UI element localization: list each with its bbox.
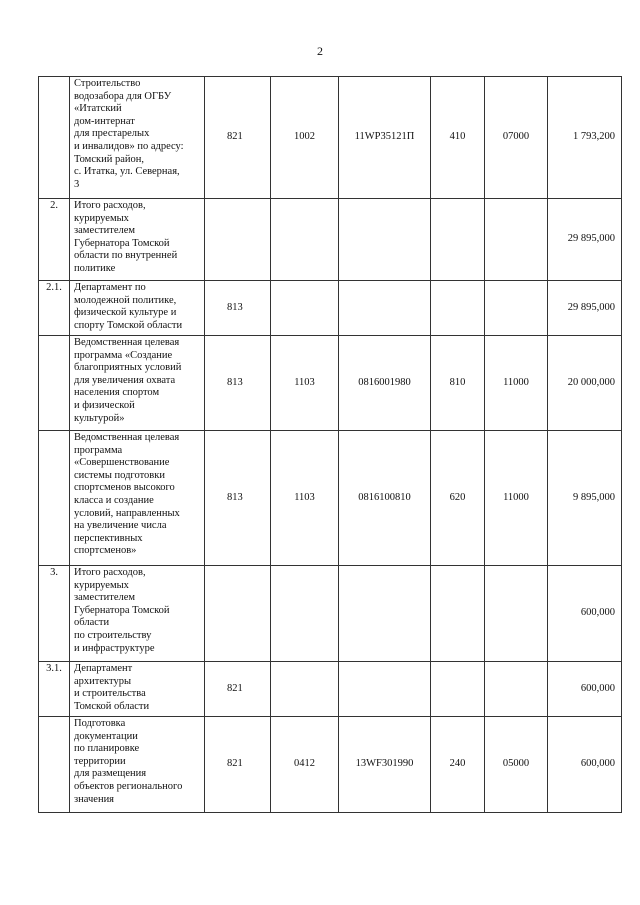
- admin-code-cell: 813: [205, 281, 271, 336]
- section-code-cell: [271, 662, 339, 717]
- target-item-cell: [339, 662, 431, 717]
- row-number-cell: [39, 77, 70, 199]
- admin-code-cell: 813: [205, 431, 271, 566]
- kosgu-code-cell: [485, 281, 548, 336]
- table-row: [39, 281, 622, 336]
- expense-name-cell: Департамент по молодежной политике, физической культуре и спорту Томской области: [70, 281, 205, 336]
- expense-type-cell: [431, 281, 485, 336]
- section-code-cell: 0412: [271, 717, 339, 813]
- table-row: [39, 662, 622, 717]
- row-number-cell: [39, 336, 70, 431]
- admin-code-cell: [205, 199, 271, 281]
- table-row: [39, 566, 622, 662]
- expense-type-cell: 620: [431, 431, 485, 566]
- expense-name-cell: Ведомственная целевая программа «Совершенствование системы подготовки спортсменов высокого класса и создание условий, направленных на увеличение числа перспективных спортсменов»: [70, 431, 205, 566]
- amount-cell: 29 895,000: [548, 199, 622, 281]
- target-item-cell: [339, 199, 431, 281]
- expense-type-cell: 240: [431, 717, 485, 813]
- expense-type-cell: 810: [431, 336, 485, 431]
- row-number-cell: 3.: [39, 566, 70, 662]
- kosgu-code-cell: 11000: [485, 336, 548, 431]
- amount-cell: 600,000: [548, 717, 622, 813]
- amount-cell: 600,000: [548, 566, 622, 662]
- admin-code-cell: 821: [205, 662, 271, 717]
- section-code-cell: [271, 281, 339, 336]
- expense-name-cell: Строительство водозабора для ОГБУ «Итатский дом-интернат для престарелых и инвалидов» по адресу: Томский район, с. Итатка, ул. Северная, 3: [70, 77, 205, 199]
- admin-code-cell: 821: [205, 717, 271, 813]
- row-number-cell: 2.: [39, 199, 70, 281]
- section-code-cell: 1002: [271, 77, 339, 199]
- amount-cell: 20 000,000: [548, 336, 622, 431]
- expense-name-cell: Итого расходов, курируемых заместителем Губернатора Томской области по внутренней политике: [70, 199, 205, 281]
- amount-cell: 600,000: [548, 662, 622, 717]
- target-item-cell: [339, 281, 431, 336]
- section-code-cell: 1103: [271, 336, 339, 431]
- kosgu-code-cell: [485, 662, 548, 717]
- table-row: [39, 199, 622, 281]
- section-code-cell: [271, 199, 339, 281]
- kosgu-code-cell: 07000: [485, 77, 548, 199]
- section-code-cell: 1103: [271, 431, 339, 566]
- row-number-cell: 3.1.: [39, 662, 70, 717]
- table-row: [39, 717, 622, 813]
- page-number: 2: [317, 44, 323, 58]
- kosgu-code-cell: [485, 199, 548, 281]
- table-row: [39, 431, 622, 566]
- expense-type-cell: [431, 566, 485, 662]
- admin-code-cell: [205, 566, 271, 662]
- amount-cell: 9 895,000: [548, 431, 622, 566]
- admin-code-cell: 813: [205, 336, 271, 431]
- amount-cell: 1 793,200: [548, 77, 622, 199]
- expense-name-cell: Ведомственная целевая программа «Создание благоприятных условий для увеличения охвата населения спортом и физической культурой»: [70, 336, 205, 431]
- table-row: [39, 336, 622, 431]
- table-row: [39, 77, 622, 199]
- row-number-cell: 2.1.: [39, 281, 70, 336]
- row-number-cell: [39, 431, 70, 566]
- target-item-cell: 11WP35121П: [339, 77, 431, 199]
- target-item-cell: 0816001980: [339, 336, 431, 431]
- target-item-cell: 13WF301990: [339, 717, 431, 813]
- row-number-cell: [39, 717, 70, 813]
- target-item-cell: [339, 566, 431, 662]
- expense-type-cell: [431, 662, 485, 717]
- kosgu-code-cell: 05000: [485, 717, 548, 813]
- target-item-cell: 0816100810: [339, 431, 431, 566]
- expense-name-cell: Подготовка документации по планировке территории для размещения объектов регионального значения: [70, 717, 205, 813]
- expense-type-cell: 410: [431, 77, 485, 199]
- expense-type-cell: [431, 199, 485, 281]
- kosgu-code-cell: 11000: [485, 431, 548, 566]
- section-code-cell: [271, 566, 339, 662]
- expense-name-cell: Департамент архитектуры и строительства Томской области: [70, 662, 205, 717]
- admin-code-cell: 821: [205, 77, 271, 199]
- budget-table: [38, 76, 622, 813]
- kosgu-code-cell: [485, 566, 548, 662]
- amount-cell: 29 895,000: [548, 281, 622, 336]
- expense-name-cell: Итого расходов, курируемых заместителем Губернатора Томской области по строительству и инфраструктуре: [70, 566, 205, 662]
